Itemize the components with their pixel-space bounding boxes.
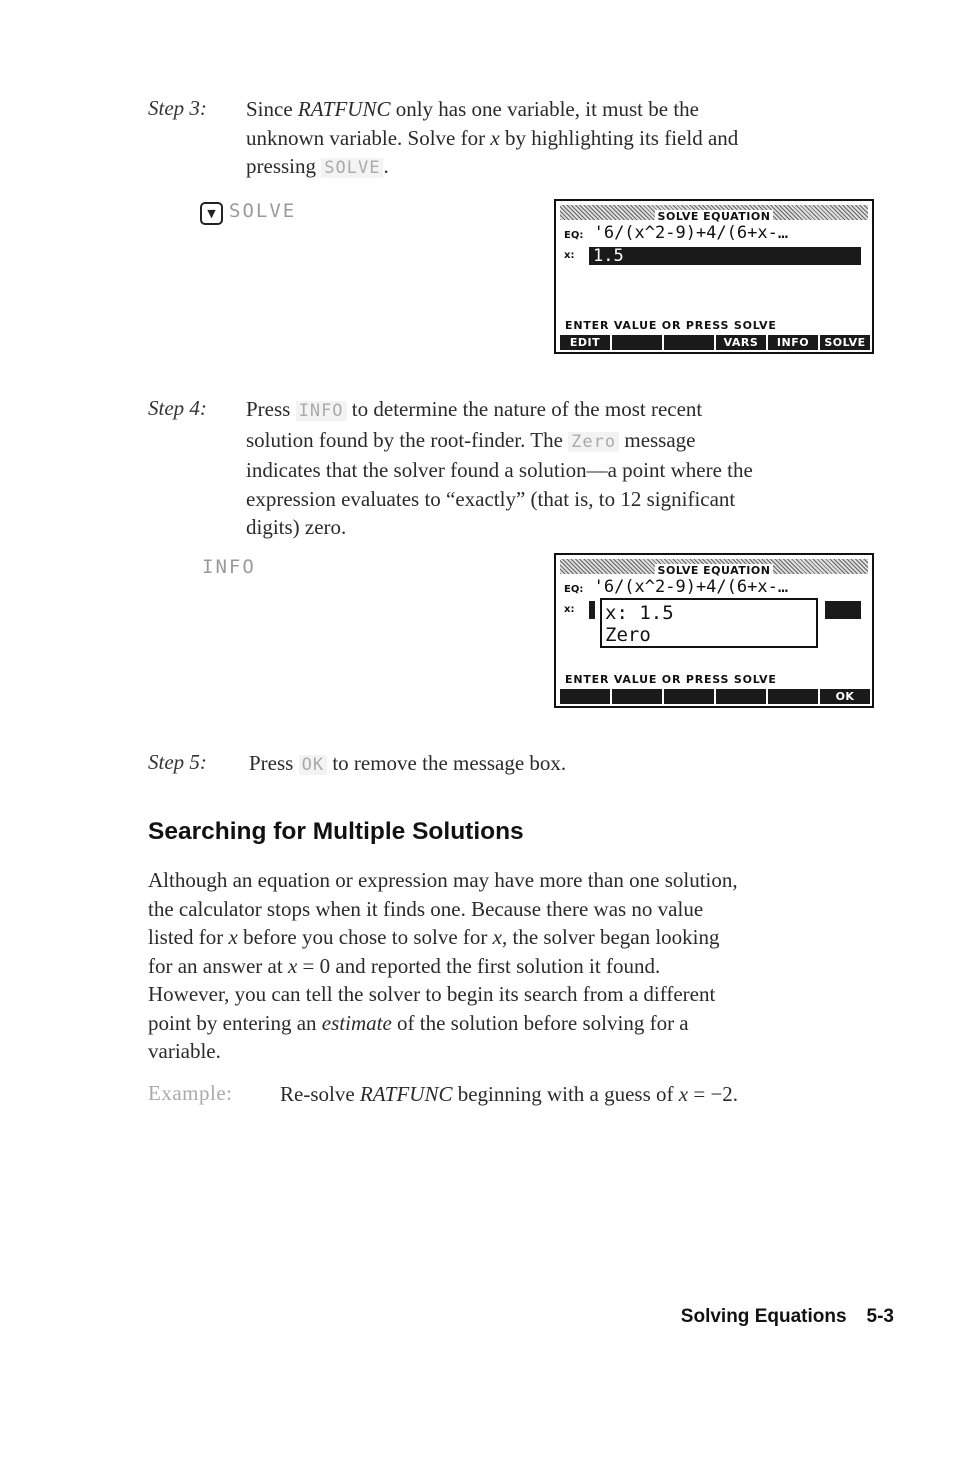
field-highlight-right — [825, 601, 861, 619]
step4-label: Step 4: — [148, 396, 207, 420]
softkey-menu — [560, 689, 870, 704]
softkey-blank[interactable] — [560, 689, 610, 704]
step4-keystrokes — [202, 556, 256, 578]
status-line: ENTER VALUE OR PRESS SOLVE — [565, 319, 777, 332]
softkey-blank[interactable] — [716, 689, 766, 704]
solve-action-key[interactable]: SOLVE — [229, 200, 297, 222]
step3-keystrokes — [200, 200, 296, 225]
example-label: Example: — [148, 1081, 233, 1105]
info-action-key[interactable]: INFO — [202, 556, 256, 578]
softkey-blank[interactable] — [664, 689, 714, 704]
section-body: Although an equation or expression may have more than one solution, the calculator stops when it finds one. Because there was no value listed for x before you chose to solve for x, the solver began looking for an answer at x = 0 and reported the first solution it found. However, you can tell the solver to begin its search from a different point by entering an estimate of the solution before solving for a variable. — [148, 868, 738, 1063]
equation-field[interactable]: EQ: '6/(x^2-9)+4/(6+x-… — [564, 577, 789, 597]
equation-field[interactable]: EQ: '6/(x^2-9)+4/(6+x-… — [564, 223, 789, 243]
softkey-vars[interactable]: VARS — [716, 335, 766, 350]
down-arrow-key-icon[interactable]: ▼ — [200, 202, 223, 225]
step4-text: Press INFO to determine the nature of the most recent solution found by the root-finder. The Zero message indicates that the solver found a solution—a point where the expression evaluates to “exactly” (that is, to 12 significant digits) zero. — [246, 397, 753, 539]
softkey-ok[interactable]: OK — [820, 689, 870, 704]
softkey-blank[interactable] — [612, 689, 662, 704]
softkey-info[interactable]: INFO — [768, 335, 818, 350]
page-footer — [681, 1306, 894, 1328]
message-zero: Zero — [605, 624, 651, 646]
page-number: 5-3 — [866, 1306, 894, 1327]
zero-message-text: Zero — [568, 432, 619, 452]
step5-text: Press OK to remove the message box. — [249, 751, 567, 775]
solve-menu-key[interactable]: SOLVE — [321, 158, 383, 178]
screen-title-bar: SOLVE EQUATION — [560, 559, 868, 574]
x-value-field[interactable]: 1.5 — [589, 247, 861, 265]
message-box — [600, 598, 818, 648]
step5-label: Step 5: — [148, 750, 207, 774]
section-heading: Searching for Multiple Solutions — [148, 818, 524, 845]
field-highlight-left — [589, 601, 595, 619]
info-menu-key[interactable]: INFO — [296, 401, 347, 421]
softkey-menu — [560, 335, 870, 350]
calculator-screen-solve — [554, 199, 874, 354]
softkey-solve[interactable]: SOLVE — [820, 335, 870, 350]
softkey-blank[interactable] — [664, 335, 714, 350]
ok-menu-key[interactable]: OK — [299, 755, 327, 775]
calculator-screen-info — [554, 553, 874, 708]
message-value: x: 1.5 — [605, 602, 674, 624]
step3-label: Step 3: — [148, 96, 207, 120]
softkey-blank[interactable] — [768, 689, 818, 704]
x-field-label: x: — [564, 250, 575, 261]
softkey-blank[interactable] — [612, 335, 662, 350]
footer-chapter: Solving Equations — [680, 1306, 847, 1327]
status-line: ENTER VALUE OR PRESS SOLVE — [565, 673, 777, 686]
softkey-edit[interactable]: EDIT — [560, 335, 610, 350]
step3-text: Since RATFUNC only has one variable, it must be the unknown variable. Solve for x by highlighting its field and pressing SOLVE . — [246, 97, 739, 178]
x-field-label: x: — [564, 604, 575, 615]
screen-title-bar: SOLVE EQUATION — [560, 205, 868, 220]
example-text: Re-solve RATFUNC beginning with a guess of x = −2. — [280, 1082, 739, 1106]
